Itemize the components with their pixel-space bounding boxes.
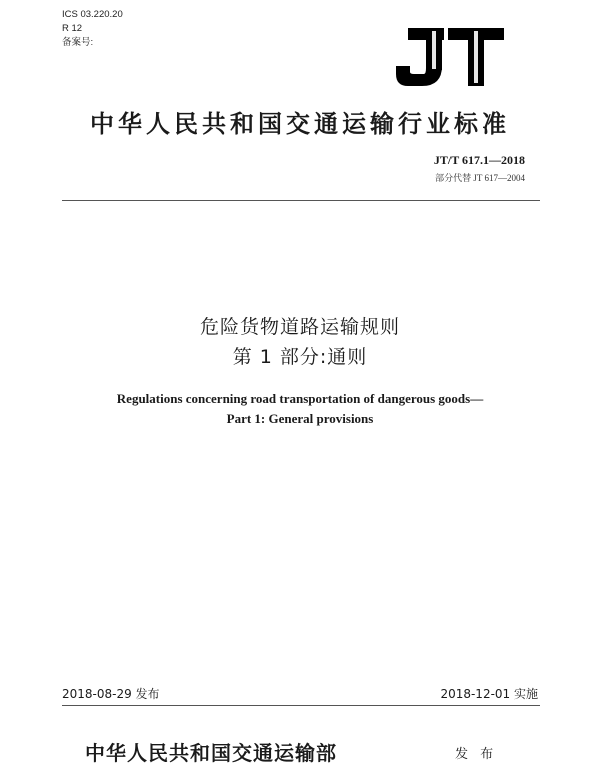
record-number-label: 备案号: (62, 37, 94, 48)
document-title-en: Regulations concerning road transportation of dangerous goods— (116, 391, 484, 406)
classification-code: R 12 (62, 23, 83, 34)
document-subtitle-en: Part 1: General provisions (226, 411, 374, 426)
issue-date: 2018-08-29 发布 (62, 687, 160, 701)
standard-category-title: 中华人民共和国交通运输行业标准 (90, 109, 510, 138)
jt-logo-svg (390, 22, 510, 92)
top-divider (62, 200, 540, 201)
ics-code: ICS 03.220.20 (62, 9, 123, 20)
publish-label: 发 布 (455, 747, 498, 762)
jt-logo-icon (390, 22, 510, 92)
bottom-divider (62, 705, 540, 706)
publisher-name: 中华人民共和国交通运输部 (85, 741, 337, 765)
implementation-date: 2018-12-01 实施 (440, 687, 538, 701)
document-subtitle-cn: 第 1 部分:通则 (232, 346, 368, 368)
document-title-cn: 危险货物道路运输规则 (199, 316, 400, 338)
standard-code: JT/T 617.1—2018 (433, 153, 525, 167)
replaces-note: 部分代替 JT 617—2004 (435, 173, 525, 183)
